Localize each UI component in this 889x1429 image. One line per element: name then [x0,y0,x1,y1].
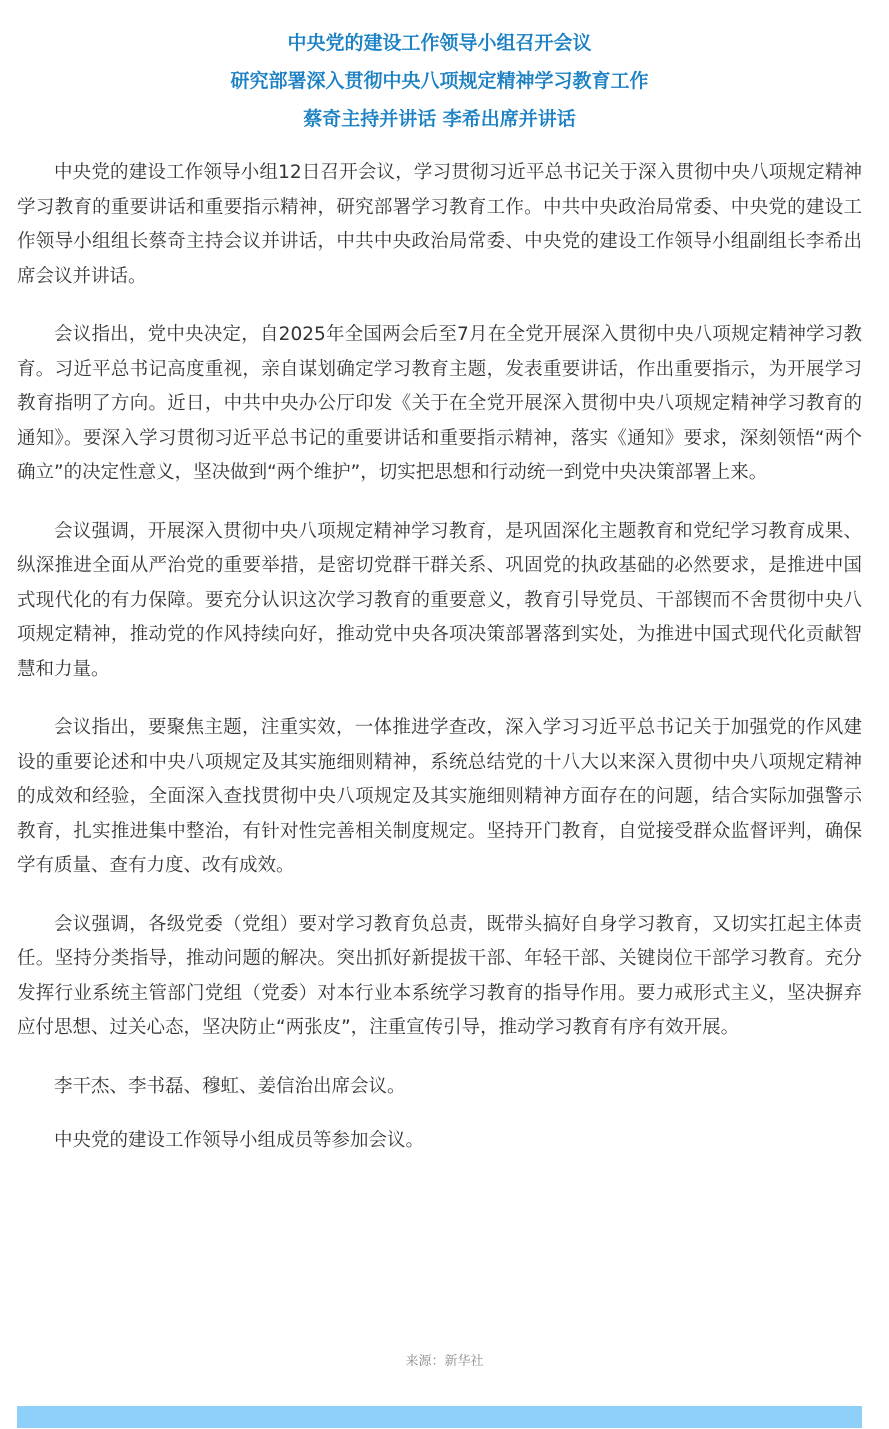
headline-line-2: 研究部署深入贯彻中央八项规定精神学习教育工作 [230,70,649,92]
paragraph-1: 中央党的建设工作领导小组12日召开会议，学习贯彻习近平总书记关于深入贯彻中央八项规定精神学习教育的重要讲话和重要指示精神，研究部署学习教育工作。中共中央政治局常委、中央党的建设工作领导小组组长蔡奇主持会议并讲话，中共中央政治局常委、中央党的建设工作领导小组副组长李希出席会议并讲话。 [17,162,862,287]
paragraph-5: 会议强调，各级党委（党组）要对学习教育负总责，既带头搞好自身学习教育，又切实扛起主体责任。坚持分类指导，推动问题的解决。突出抓好新提拔干部、年轻干部、关键岗位干部学习教育。充分发挥行业系统主管部门党组（党委）对本行业本系统学习教育的指导作用。要力戒形式主义，坚决摒弃应付思想、过关心态，坚决防止“两张皮”，注重宣传引导，推动学习教育有序有效开展。 [17,913,862,1038]
headline-line-3: 蔡奇主持并讲话 李希出席并讲话 [303,108,576,130]
paragraph-2: 会议指出，党中央决定，自2025年全国两会后至7月在全党开展深入贯彻中央八项规定精神学习教育。习近平总书记高度重视，亲自谋划确定学习教育主题，发表重要讲话，作出重要指示，为开展学习教育指明了方向。近日，中共中央办公厅印发《关于在全党开展深入贯彻中央八项规定精神学习教育的通知》。要深入学习贯彻习近平总书记的重要讲话和重要指示精神，落实《通知》要求，深刻领悟“两个确立”的决定性意义，坚决做到“两个维护”，切实把思想和行动统一到党中央决策部署上来。 [17,324,862,483]
paragraph-attendees: 李干杰、李书磊、穆虹、姜信治出席会议。 [54,1075,406,1097]
footer-bar [17,1406,862,1428]
headline-line-1: 中央党的建设工作领导小组召开会议 [287,32,592,54]
paragraph-3: 会议强调，开展深入贯彻中央八项规定精神学习教育，是巩固深化主题教育和党纪学习教育成果、纵深推进全面从严治党的重要举措，是密切党群干群关系、巩固党的执政基础的必然要求，是推进中国式现代化的有力保障。要充分认识这次学习教育的重要意义，教育引导党员、干部锲而不舍贯彻中央八项规定精神，推动党的作风持续向好，推动党中央各项决策部署落到实处，为推进中国式现代化贡献智慧和力量。 [17,520,862,680]
paragraph-members: 中央党的建设工作领导小组成员等参加会议。 [54,1130,425,1151]
paragraph-4: 会议指出，要聚焦主题，注重实效，一体推进学查改，深入学习习近平总书记关于加强党的作风建设的重要论述和中央八项规定及其实施细则精神，系统总结党的十八大以来深入贯彻中央八项规定精神的成效和经验，全面深入查找贯彻中央八项规定及其实施细则精神方面存在的问题，结合实际加强警示教育，扎实推进集中整治，有针对性完善相关制度规定。坚持开门教育，自觉接受群众监督评判，确保学有质量、查有力度、改有成效。 [17,717,862,876]
source-credit: 来源：新华社 [405,1354,484,1369]
article [17,24,862,1179]
headline-block [17,24,862,138]
